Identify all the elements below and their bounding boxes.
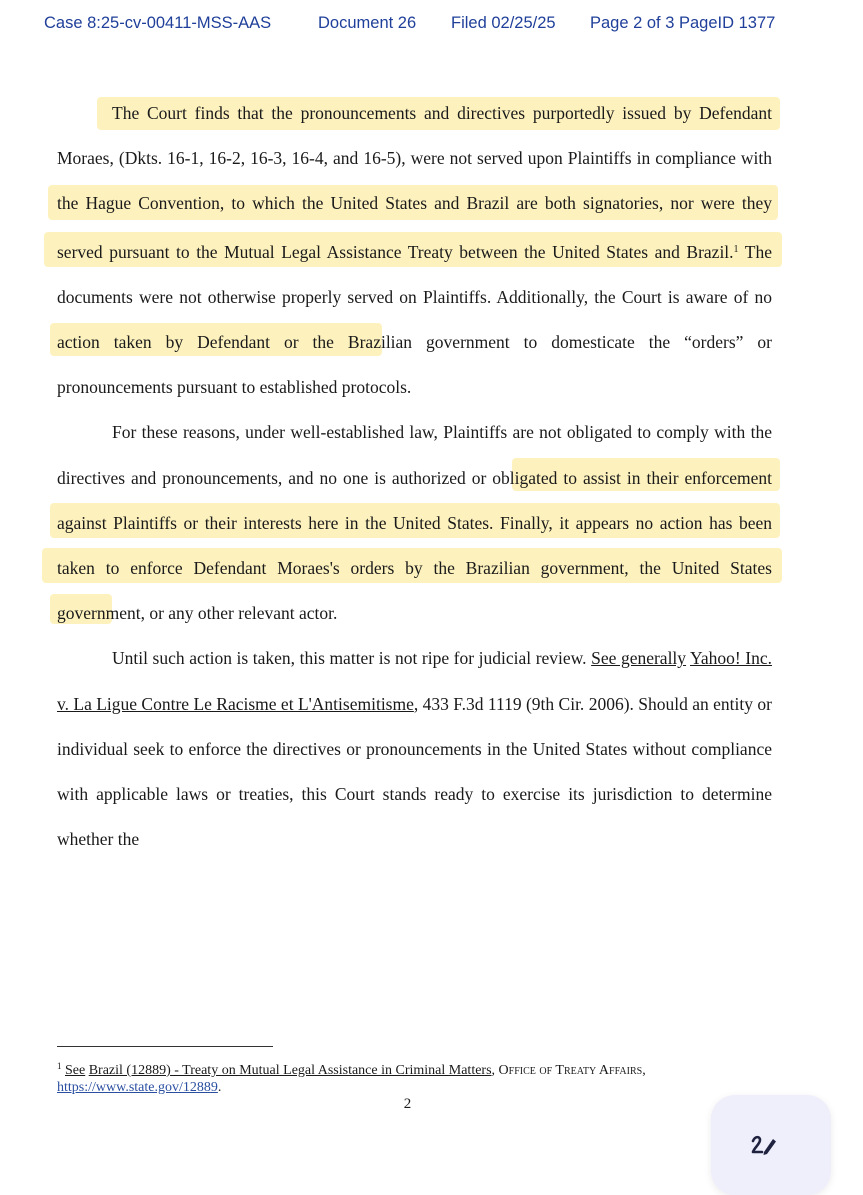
filed-date: Filed 02/25/25 (451, 14, 556, 32)
footnote-divider (57, 1046, 273, 1047)
body-text (57, 91, 772, 862)
footnote-link[interactable]: https://www.state.gov/12889 (57, 1080, 218, 1095)
edit-pen-icon (751, 1133, 777, 1155)
footnote: $^1$ See Brazil (12889) - Treaty on Mutual Legal Assistance in Criminal Matters, Office of Treaty Affairs, https://www.state.gov/12889. (57, 1061, 646, 1095)
paragraph-3: Until such action is taken, this matter is not ripe for judicial review. See generally Yahoo! Inc. v. La Ligue Contre Le Racisme et L'Antisemitisme, 433 F.3d 1119 (9th Cir. 2006). Should an entity or individual seek to enforce the directives or pronouncements in the United States without compliance with applicable laws or treaties, this Court stands ready to exercise its jurisdiction to determine whether the (57, 648, 773, 850)
paragraph-1: The Court finds that the pronouncements and directives purportedly issued by Defendant Moraes, (Dkts. 16-1, 16-2, 16-3, 16-4, and 16-5), were not served upon Plaintiffs in compliance with the Hague Convention, to which the United States and Brazil are both signatories, nor were they served pursuant to the Mutual Legal Assistance Treaty between the United States and Brazil.$^1$ The documents were not otherwise properly served on Plaintiffs. Additionally, the Court is aware of no action taken by Defendant or the Brazilian government to domesticate the “orders” or pronouncements pursuant to established protocols. (57, 103, 772, 398)
footnote-ref[interactable]: 1 (733, 243, 739, 255)
see-generally-signal: See generally (591, 648, 687, 669)
document-header (44, 14, 843, 38)
edit-fab-button[interactable] (711, 1095, 831, 1195)
footnote-marker: 1 (57, 1061, 62, 1071)
footnote-office: Office of Treaty Affairs (498, 1063, 643, 1078)
footnote-treaty-title: Brazil (12889) - Treaty on Mutual Legal Assistance in Criminal Matters (88, 1063, 492, 1078)
page-id: Page 2 of 3 PageID 1377 (590, 14, 776, 32)
case-number: Case 8:25-cv-00411-MSS-AAS (44, 14, 272, 32)
page-number: 2 (403, 1096, 412, 1112)
footnote-see: See (65, 1063, 86, 1078)
paragraph-2: For these reasons, under well-established law, Plaintiffs are not obligated to comply with the directives and pronouncements, and no one is authorized or obligated to assist in their enforcement against Plaintiffs or their interests here in the United States. Finally, it appears no action has been taken to enforce Defendant Moraes's orders by the Brazilian government, the United States government, or any other relevant actor. (57, 422, 772, 624)
document-number: Document 26 (318, 14, 417, 32)
case-citation: Yahoo! Inc. v. La Ligue Contre Le Racisme et L'Antisemitisme (57, 648, 773, 714)
